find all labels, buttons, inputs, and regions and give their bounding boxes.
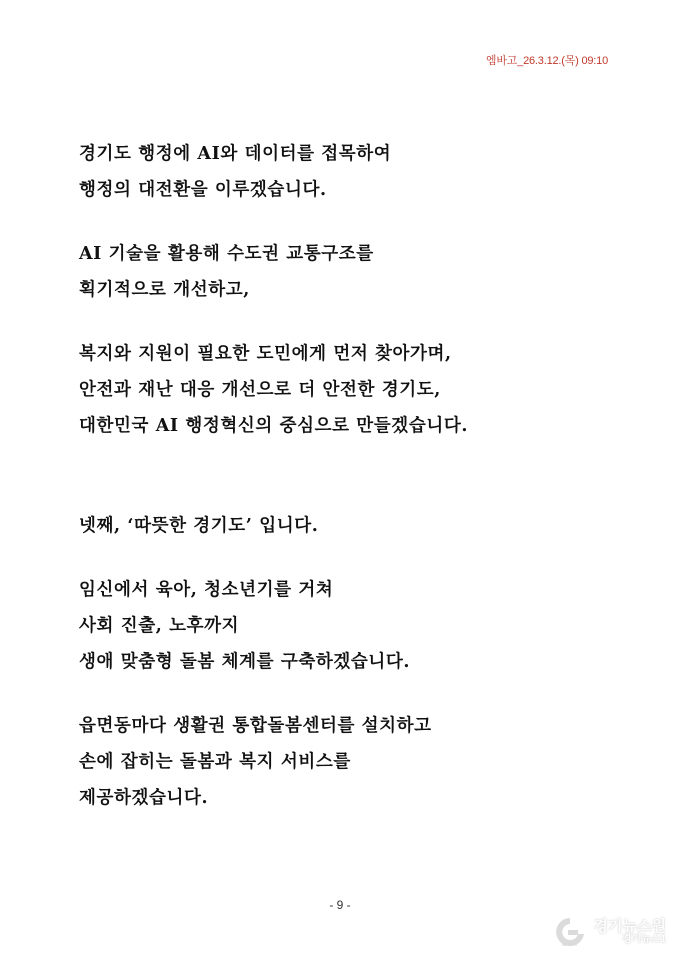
- text-line: 경기도 행정에 AI와 데이터를 접목하여: [79, 144, 392, 164]
- text-line: 대한민국 AI 행정혁신의 중심으로 만들겠습니다.: [79, 416, 469, 436]
- embargo-stamp: 엠바고_26.3.12.(목) 09:10: [485, 55, 608, 67]
- paragraph-care-centers: [79, 708, 619, 816]
- text-line: 읍면동마다 생활권 통합돌봄센터를 설치하고: [79, 716, 432, 736]
- paragraph-transport: [79, 236, 619, 308]
- text-line: 안전과 재난 대응 개선으로 더 안전한 경기도,: [79, 380, 441, 400]
- text-line: 손에 잡히는 돌봄과 복지 서비스를: [79, 752, 351, 772]
- paragraph-welfare-safety: [79, 336, 619, 444]
- watermark-logo: [550, 916, 666, 948]
- text-line: 행정의 대전환을 이루겠습니다.: [79, 180, 327, 200]
- gnt-logo-icon: [550, 916, 590, 948]
- paragraph-ai-administration: [79, 136, 619, 208]
- text-line: 제공하겠습니다.: [79, 788, 209, 808]
- text-line: 임신에서 육아, 청소년기를 거쳐: [79, 580, 334, 600]
- text-line: 복지와 지원이 필요한 도민에게 먼저 찾아가며,: [79, 344, 452, 364]
- text-line: 생애 맞춤형 돌봄 체계를 구축하겠습니다.: [79, 652, 411, 672]
- paragraph-lifecycle-care: [79, 572, 619, 680]
- text-line: 획기적으로 개선하고,: [79, 280, 250, 300]
- watermark-subtitle: 경기뉴스1: [621, 933, 666, 945]
- page-number: - 9 -: [329, 898, 351, 912]
- speech-body: [79, 136, 619, 816]
- watermark-text: [594, 919, 666, 945]
- text-line: AI 기술을 활용해 수도권 교통구조를: [79, 244, 374, 264]
- section-heading: 넷째, ‘따뜻한 경기도’ 입니다.: [79, 516, 319, 536]
- text-line: 사회 진출, 노후까지: [79, 616, 240, 636]
- paragraph-section-heading: [79, 508, 619, 544]
- logo-text: GNT: [561, 939, 578, 948]
- watermark-title: 경기뉴스원: [593, 917, 666, 935]
